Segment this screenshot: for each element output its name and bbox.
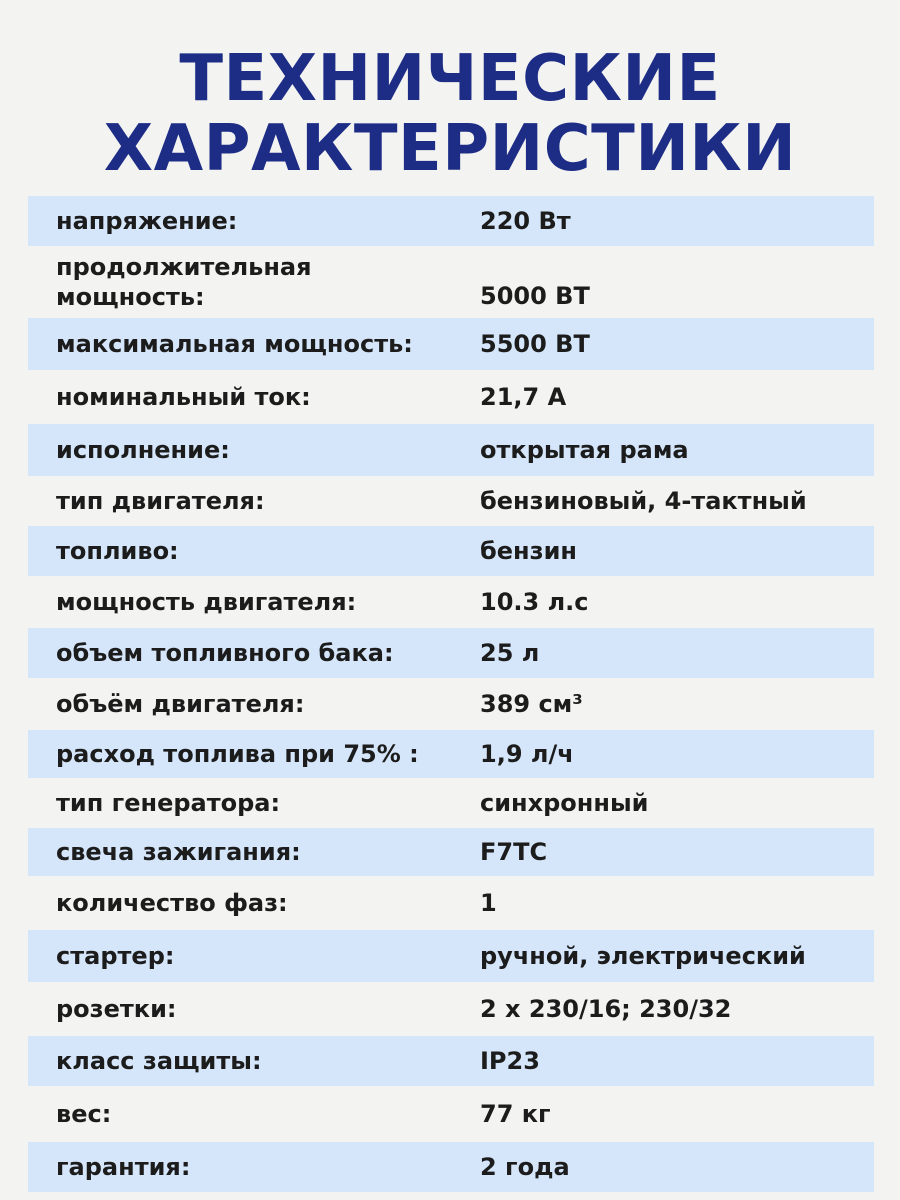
spec-row-voltage <box>28 196 874 246</box>
spec-value: 10.3 л.с <box>480 588 589 616</box>
spec-value: 1,9 л/ч <box>480 740 574 768</box>
spec-value: бензин <box>480 537 577 565</box>
spec-row-engine-displacement <box>28 678 874 730</box>
specs-table <box>28 196 874 1192</box>
spec-row-rated-current <box>28 370 874 424</box>
spec-row-phases <box>28 876 874 930</box>
spec-value: синхронный <box>480 789 649 817</box>
spec-label: розетки: <box>56 995 177 1023</box>
spec-label: вес: <box>56 1100 112 1128</box>
page-title-line-1: ТЕХНИЧЕСКИЕ <box>179 42 721 116</box>
spec-row-fuel-consumption <box>28 730 874 778</box>
spec-label: расход топлива при 75% : <box>56 740 419 768</box>
spec-row-max-power <box>28 318 874 370</box>
spec-label: тип двигателя: <box>56 487 265 515</box>
spec-value: 2 х 230/16; 230/32 <box>480 995 732 1023</box>
spec-row-engine-type <box>28 476 874 526</box>
spec-row-fuel <box>28 526 874 576</box>
spec-value: 5000 ВТ <box>480 282 590 310</box>
spec-value: 220 Вт <box>480 207 571 235</box>
spec-row-continuous-power <box>28 246 874 318</box>
spec-row-fuel-tank <box>28 628 874 678</box>
spec-label: максимальная мощность: <box>56 330 413 358</box>
spec-label <box>56 252 312 312</box>
spec-label: мощность двигателя: <box>56 588 357 616</box>
spec-value: 77 кг <box>480 1100 551 1128</box>
spec-label: гарантия: <box>56 1153 191 1181</box>
spec-label-line-1: продолжительная <box>56 253 312 281</box>
spec-label: стартер: <box>56 942 175 970</box>
spec-label: количество фаз: <box>56 889 288 917</box>
spec-label-line-2: мощность: <box>56 283 205 311</box>
spec-row-weight <box>28 1086 874 1142</box>
spec-value: 21,7 А <box>480 383 567 411</box>
spec-row-spark-plug <box>28 828 874 876</box>
spec-value: бензиновый, 4-тактный <box>480 487 807 515</box>
spec-label: объём двигателя: <box>56 690 305 718</box>
spec-label: топливо: <box>56 537 179 565</box>
spec-value: F7TC <box>480 838 548 866</box>
spec-value: IP23 <box>480 1047 540 1075</box>
spec-row-warranty <box>28 1142 874 1192</box>
spec-value: 2 года <box>480 1153 570 1181</box>
spec-row-design <box>28 424 874 476</box>
spec-row-starter <box>28 930 874 982</box>
spec-label: свеча зажигания: <box>56 838 301 866</box>
spec-row-sockets <box>28 982 874 1036</box>
spec-row-engine-power <box>28 576 874 628</box>
spec-value: 5500 ВТ <box>480 330 590 358</box>
spec-value: 25 л <box>480 639 540 667</box>
spec-label: номинальный ток: <box>56 383 311 411</box>
spec-value: открытая рама <box>480 436 689 464</box>
spec-row-generator-type <box>28 778 874 828</box>
spec-label: напряжение: <box>56 207 238 235</box>
spec-label: исполнение: <box>56 436 230 464</box>
spec-value: ручной, электрический <box>480 942 806 970</box>
page-title <box>0 44 900 184</box>
spec-row-protection-class <box>28 1036 874 1086</box>
spec-label: тип генератора: <box>56 789 281 817</box>
spec-value: 1 <box>480 889 497 917</box>
spec-label: объем топливного бака: <box>56 639 394 667</box>
spec-value: 389 см³ <box>480 690 583 718</box>
spec-label: класс защиты: <box>56 1047 262 1075</box>
page-title-line-2: ХАРАКТЕРИСТИКИ <box>103 112 797 186</box>
